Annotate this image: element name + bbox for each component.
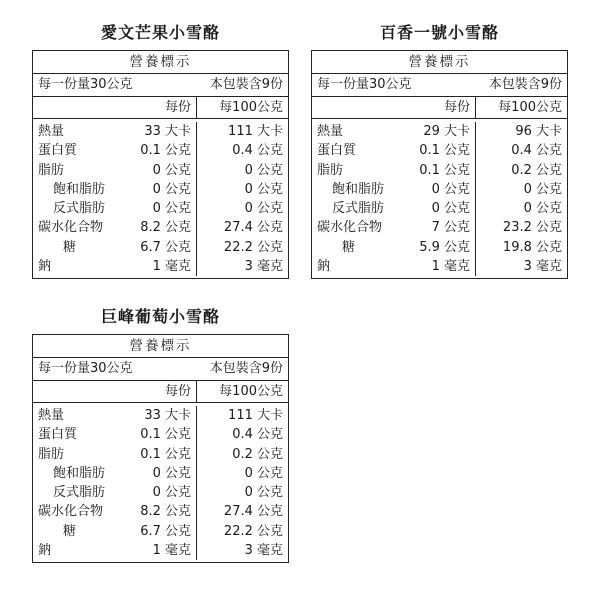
nutrient-per-100g: 3 毫克 [244, 543, 283, 559]
nutrient-row-protein [312, 141, 567, 160]
nutrient-per-serving: 6.7 公克 [127, 522, 197, 541]
nutrient-per-serving: 33 大卡 [127, 406, 197, 425]
nutrient-name: 糖 [63, 523, 77, 539]
product-title: 百香一號小雪酪 [379, 23, 499, 42]
nutrient-row-trans-fat [33, 483, 288, 502]
nutrient-row-sugar [33, 238, 288, 257]
nutrient-row-saturated-fat [33, 180, 288, 199]
column-header-row [312, 97, 567, 119]
nutrient-row-sodium [33, 541, 288, 560]
nutrient-per-serving: 6.7 公克 [127, 238, 197, 257]
nutrient-per-serving: 7 公克 [406, 218, 476, 237]
nutrition-label-header: 營養標示 [312, 51, 567, 74]
product-title: 愛文芒果小雪酪 [100, 23, 220, 42]
nutrient-per-100g: 0 公克 [244, 485, 283, 501]
nutrient-name: 碳水化合物 [38, 220, 104, 236]
nutrient-per-serving: 8.2 公克 [127, 218, 197, 237]
nutrient-per-100g: 0.2 公克 [232, 446, 283, 462]
nutrient-per-100g: 19.8 公克 [502, 239, 562, 255]
nutrient-name: 脂肪 [317, 162, 344, 178]
nutrient-name: 脂肪 [38, 162, 65, 178]
nutrient-name: 蛋白質 [38, 143, 78, 159]
serving-info-row [312, 74, 567, 97]
column-header-row [33, 381, 288, 403]
nutrient-row-trans-fat [33, 199, 288, 218]
nutrient-row-carbohydrate [33, 502, 288, 521]
nutrition-panel-mango [32, 16, 289, 279]
column-header-per-serving: 每份 [406, 97, 476, 118]
nutrient-per-serving: 5.9 公克 [406, 238, 476, 257]
nutrient-rows [312, 119, 567, 278]
nutrient-name: 反式脂肪 [332, 201, 385, 217]
nutrient-per-100g: 27.4 公克 [223, 504, 283, 520]
nutrition-label-header: 營養標示 [33, 51, 288, 74]
nutrient-row-fat [33, 445, 288, 464]
nutrient-rows [33, 119, 288, 278]
nutrient-per-100g: 96 大卡 [515, 124, 562, 139]
nutrient-per-serving: 0 公克 [406, 199, 476, 218]
nutrient-per-100g: 0.4 公克 [232, 143, 283, 159]
nutrient-name: 鈉 [38, 543, 52, 559]
nutrient-row-sodium [312, 257, 567, 276]
servings-per-pack: 本包裝含9份 [488, 77, 562, 92]
nutrient-row-energy [33, 406, 288, 425]
nutrient-per-serving: 33 大卡 [127, 122, 197, 141]
nutrient-per-serving: 0.1 公克 [406, 141, 476, 160]
nutrient-name: 飽和脂肪 [53, 181, 106, 197]
nutrient-name: 糖 [63, 239, 77, 255]
serving-info-row [33, 74, 288, 97]
nutrient-name: 糖 [342, 239, 356, 255]
column-header-row [33, 97, 288, 119]
nutrient-row-carbohydrate [33, 218, 288, 237]
nutrient-name: 鈉 [317, 259, 331, 275]
column-header-name [312, 97, 406, 118]
nutrient-name: 鈉 [38, 259, 52, 275]
nutrient-row-saturated-fat [312, 180, 567, 199]
servings-per-pack: 本包裝含9份 [209, 361, 283, 376]
column-header-per-100g: 每100公克 [219, 100, 283, 115]
nutrient-row-protein [33, 425, 288, 444]
nutrient-row-fat [312, 161, 567, 180]
nutrient-per-serving: 0 公克 [406, 180, 476, 199]
nutrient-name: 蛋白質 [38, 427, 78, 443]
nutrient-per-100g: 27.4 公克 [223, 220, 283, 236]
nutrient-per-serving: 0 公克 [127, 199, 197, 218]
nutrient-row-protein [33, 141, 288, 160]
serving-size: 每一份量30公克 [38, 361, 133, 376]
nutrient-per-serving: 0 公克 [127, 180, 197, 199]
nutrient-per-100g: 22.2 公克 [223, 239, 283, 255]
nutrition-label [32, 334, 289, 563]
nutrient-per-serving: 0.1 公克 [127, 141, 197, 160]
product-title: 巨峰葡萄小雪酪 [100, 307, 220, 326]
nutrient-per-serving: 29 大卡 [406, 122, 476, 141]
nutrient-per-100g: 0 公克 [244, 465, 283, 481]
serving-size: 每一份量30公克 [317, 77, 412, 92]
nutrient-row-trans-fat [312, 199, 567, 218]
nutrient-per-serving: 1 毫克 [406, 257, 476, 276]
nutrient-per-100g: 22.2 公克 [223, 523, 283, 539]
nutrient-per-serving: 0.1 公克 [406, 161, 476, 180]
column-header-per-100g: 每100公克 [498, 100, 562, 115]
nutrient-per-100g: 3 毫克 [523, 259, 562, 275]
nutrient-name: 熱量 [38, 124, 65, 139]
nutrient-row-sodium [33, 257, 288, 276]
nutrient-per-serving: 8.2 公克 [127, 502, 197, 521]
nutrient-name: 飽和脂肪 [53, 465, 106, 481]
nutrient-per-serving: 0 公克 [127, 161, 197, 180]
nutrient-per-serving: 1 毫克 [127, 541, 197, 560]
nutrient-per-100g: 0 公克 [523, 201, 562, 217]
nutrient-name: 熱量 [38, 408, 65, 423]
nutrient-per-100g: 0.2 公克 [511, 162, 562, 178]
nutrient-row-energy [312, 122, 567, 141]
nutrient-name: 反式脂肪 [53, 485, 106, 501]
nutrient-row-fat [33, 161, 288, 180]
nutrition-label-header: 營養標示 [33, 335, 288, 358]
column-header-per-100g: 每100公克 [219, 384, 283, 399]
nutrient-name: 碳水化合物 [38, 504, 104, 520]
column-header-name [33, 381, 127, 402]
column-header-per-serving: 每份 [127, 381, 197, 402]
nutrient-rows [33, 403, 288, 562]
nutrient-per-100g: 111 大卡 [228, 408, 283, 423]
nutrient-per-100g: 0.4 公克 [232, 427, 283, 443]
nutrient-name: 碳水化合物 [317, 220, 383, 236]
nutrient-per-100g: 0 公克 [523, 181, 562, 197]
serving-size: 每一份量30公克 [38, 77, 133, 92]
nutrition-panel-passionfruit [311, 16, 568, 279]
nutrient-per-serving: 0.1 公克 [127, 445, 197, 464]
nutrient-name: 脂肪 [38, 446, 65, 462]
nutrient-name: 反式脂肪 [53, 201, 106, 217]
nutrient-name: 蛋白質 [317, 143, 357, 159]
column-header-name [33, 97, 127, 118]
nutrient-per-serving: 1 毫克 [127, 257, 197, 276]
nutrient-per-100g: 0 公克 [244, 162, 283, 178]
nutrient-per-100g: 0 公克 [244, 201, 283, 217]
nutrient-per-100g: 0.4 公克 [511, 143, 562, 159]
nutrition-label [32, 50, 289, 279]
nutrient-name: 熱量 [317, 124, 344, 139]
nutrient-per-100g: 23.2 公克 [502, 220, 562, 236]
nutrient-per-100g: 0 公克 [244, 181, 283, 197]
servings-per-pack: 本包裝含9份 [209, 77, 283, 92]
column-header-per-serving: 每份 [127, 97, 197, 118]
nutrient-per-100g: 111 大卡 [228, 124, 283, 139]
nutrient-row-energy [33, 122, 288, 141]
nutrient-per-serving: 0 公克 [127, 483, 197, 502]
nutrient-row-sugar [312, 238, 567, 257]
nutrient-per-serving: 0.1 公克 [127, 425, 197, 444]
nutrient-per-serving: 0 公克 [127, 464, 197, 483]
serving-info-row [33, 358, 288, 381]
nutrition-panel-grape [32, 300, 289, 563]
nutrient-per-100g: 3 毫克 [244, 259, 283, 275]
nutrient-row-saturated-fat [33, 464, 288, 483]
nutrient-name: 飽和脂肪 [332, 181, 385, 197]
nutrient-row-sugar [33, 522, 288, 541]
nutrient-row-carbohydrate [312, 218, 567, 237]
nutrition-label [311, 50, 568, 279]
